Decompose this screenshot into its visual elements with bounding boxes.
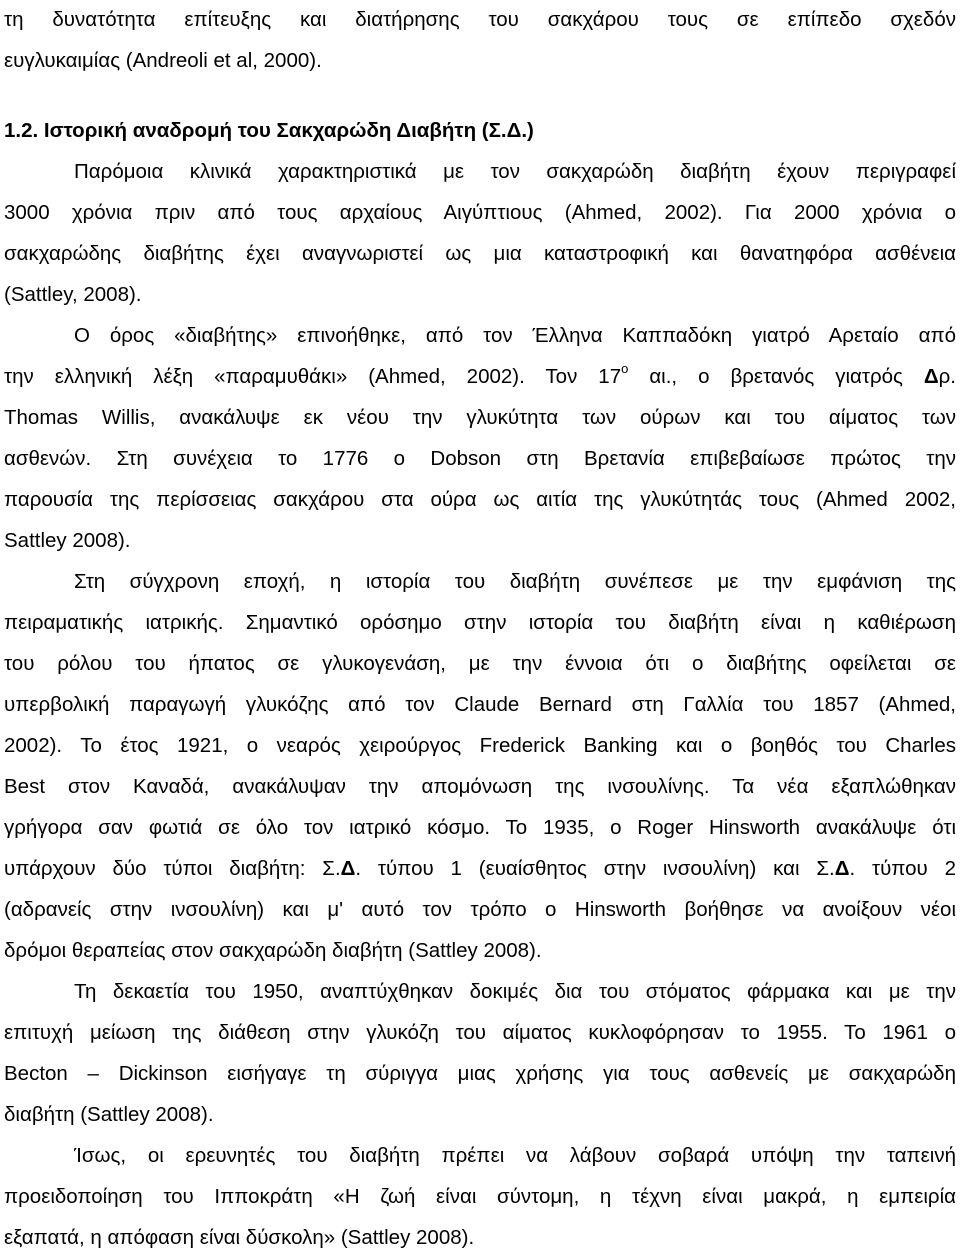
- text-line: Παρόμοια κλινικά χαρακτηριστικά με τον σακχαρώδη διαβήτη έχουν περιγραφεί: [74, 160, 956, 183]
- text-line: [4, 362, 956, 392]
- text-line: παρουσία της περίσσειας σακχάρου στα ούρα ως αιτία της γλυκύτητάς τους (Ahmed 2002,: [4, 488, 956, 511]
- text-line: διαβήτη (Sattley 2008).: [4, 1103, 214, 1126]
- text-segment: υπάρχουν δύο τύποι διαβήτη: Σ.: [4, 857, 341, 880]
- text-line: Στη σύγχρονη εποχή, η ιστορία του διαβήτη συνέπεσε με την εμφάνιση της: [74, 570, 956, 593]
- text-segment: Δ: [923, 365, 939, 388]
- text-segment: . τύπου 2: [849, 857, 956, 880]
- text-line: Ίσως, οι ερευνητές του διαβήτη πρέπει να λάβουν σοβαρά υπόψη την ταπεινή: [74, 1144, 956, 1167]
- text-line: [4, 854, 956, 884]
- section-heading: 1.2. Ιστορική αναδρομή του Σακχαρώδη Διαβήτη (Σ.Δ.): [4, 119, 534, 142]
- text-line: εξαπατά, η απόφαση είναι δύσκολη» (Sattley 2008).: [4, 1226, 475, 1249]
- text-line: Τη δεκαετία του 1950, αναπτύχθηκαν δοκιμές δια του στόματος φάρμακα και με την: [74, 980, 956, 1003]
- text-line: 3000 χρόνια πριν από τους αρχαίους Αιγύπτιους (Ahmed, 2002). Για 2000 χρόνια ο: [4, 201, 956, 224]
- text-segment: Δ: [834, 857, 850, 880]
- text-line: του ρόλου του ήπατος σε γλυκογενάση, με την έννοια ότι ο διαβήτης οφείλεται σε: [4, 652, 956, 675]
- text-segment: . τύπου 1 (ευαίσθητος στην ινσουλίνη) και Σ.: [355, 857, 835, 880]
- text-line: Ο όρος «διαβήτης» επινοήθηκε, από τον Έλληνα Καππαδόκη γιατρό Αρεταίο από: [74, 324, 956, 347]
- text-line: τη δυνατότητα επίτευξης και διατήρησης του σακχάρου τους σε επίπεδο σχεδόν: [4, 8, 956, 31]
- text-segment: Δ: [340, 857, 356, 880]
- text-line: πειραματικής ιατρικής. Σημαντικό ορόσημο στην ιστορία του διαβήτη είναι η καθιέρωση: [4, 611, 956, 634]
- text-line: (Sattley, 2008).: [4, 283, 142, 306]
- text-line: δρόμοι θεραπείας στον σακχαρώδη διαβήτη (Sattley 2008).: [4, 939, 542, 962]
- text-line: 2002). Το έτος 1921, ο νεαρός χειρούργος Frederick Banking και ο βοηθός του Charles: [4, 734, 956, 757]
- text-segment: την ελληνική λέξη «παραμυθάκι» (Ahmed, 2002). Τον 17: [4, 365, 622, 388]
- text-line: επιτυχή μείωση της διάθεση στην γλυκόζη του αίματος κυκλοφόρησαν το 1955. Το 1961 ο: [4, 1021, 956, 1044]
- text-line: προειδοποίηση του Ιπποκράτη «Η ζωή είναι σύντομη, η τέχνη είναι μακρά, η εμπειρία: [4, 1185, 956, 1208]
- text-segment: ρ.: [938, 365, 956, 388]
- text-line: σακχαρώδης διαβήτης έχει αναγνωριστεί ως μια καταστροφική και θανατηφόρα ασθένεια: [4, 242, 956, 265]
- text-line: υπερβολική παραγωγή γλυκόζης από τον Claude Bernard στη Γαλλία του 1857 (Ahmed,: [4, 693, 956, 716]
- text-line: (αδρανείς στην ινσουλίνη) και μ' αυτό τον τρόπο ο Hinsworth βοήθησε να ανοίξουν νέοι: [4, 898, 956, 921]
- text-line: ευγλυκαιμίας (Andreoli et al, 2000).: [4, 49, 322, 72]
- text-line: Best στον Καναδά, ανακάλυψαν την απομόνωση της ινσουλίνης. Τα νέα εξαπλώθηκαν: [4, 775, 956, 798]
- text-line: Thomas Willis, ανακάλυψε εκ νέου την γλυκύτητα των ούρων και του αίματος των: [4, 406, 956, 429]
- superscript: ο: [621, 362, 629, 377]
- text-line: γρήγορα σαν φωτιά σε όλο τον ιατρικό κόσμο. Το 1935, ο Roger Hinsworth ανακάλυψε ότι: [4, 816, 956, 839]
- text-line: Sattley 2008).: [4, 529, 131, 552]
- text-segment: αι., ο βρετανός γιατρός: [628, 365, 924, 388]
- text-line: ασθενών. Στη συνέχεια το 1776 ο Dobson στη Βρετανία επιβεβαίωσε πρώτος την: [4, 447, 956, 470]
- text-line: Becton – Dickinson εισήγαγε τη σύριγγα μιας χρήσης για τους ασθενείς με σακχαρώδη: [4, 1062, 956, 1085]
